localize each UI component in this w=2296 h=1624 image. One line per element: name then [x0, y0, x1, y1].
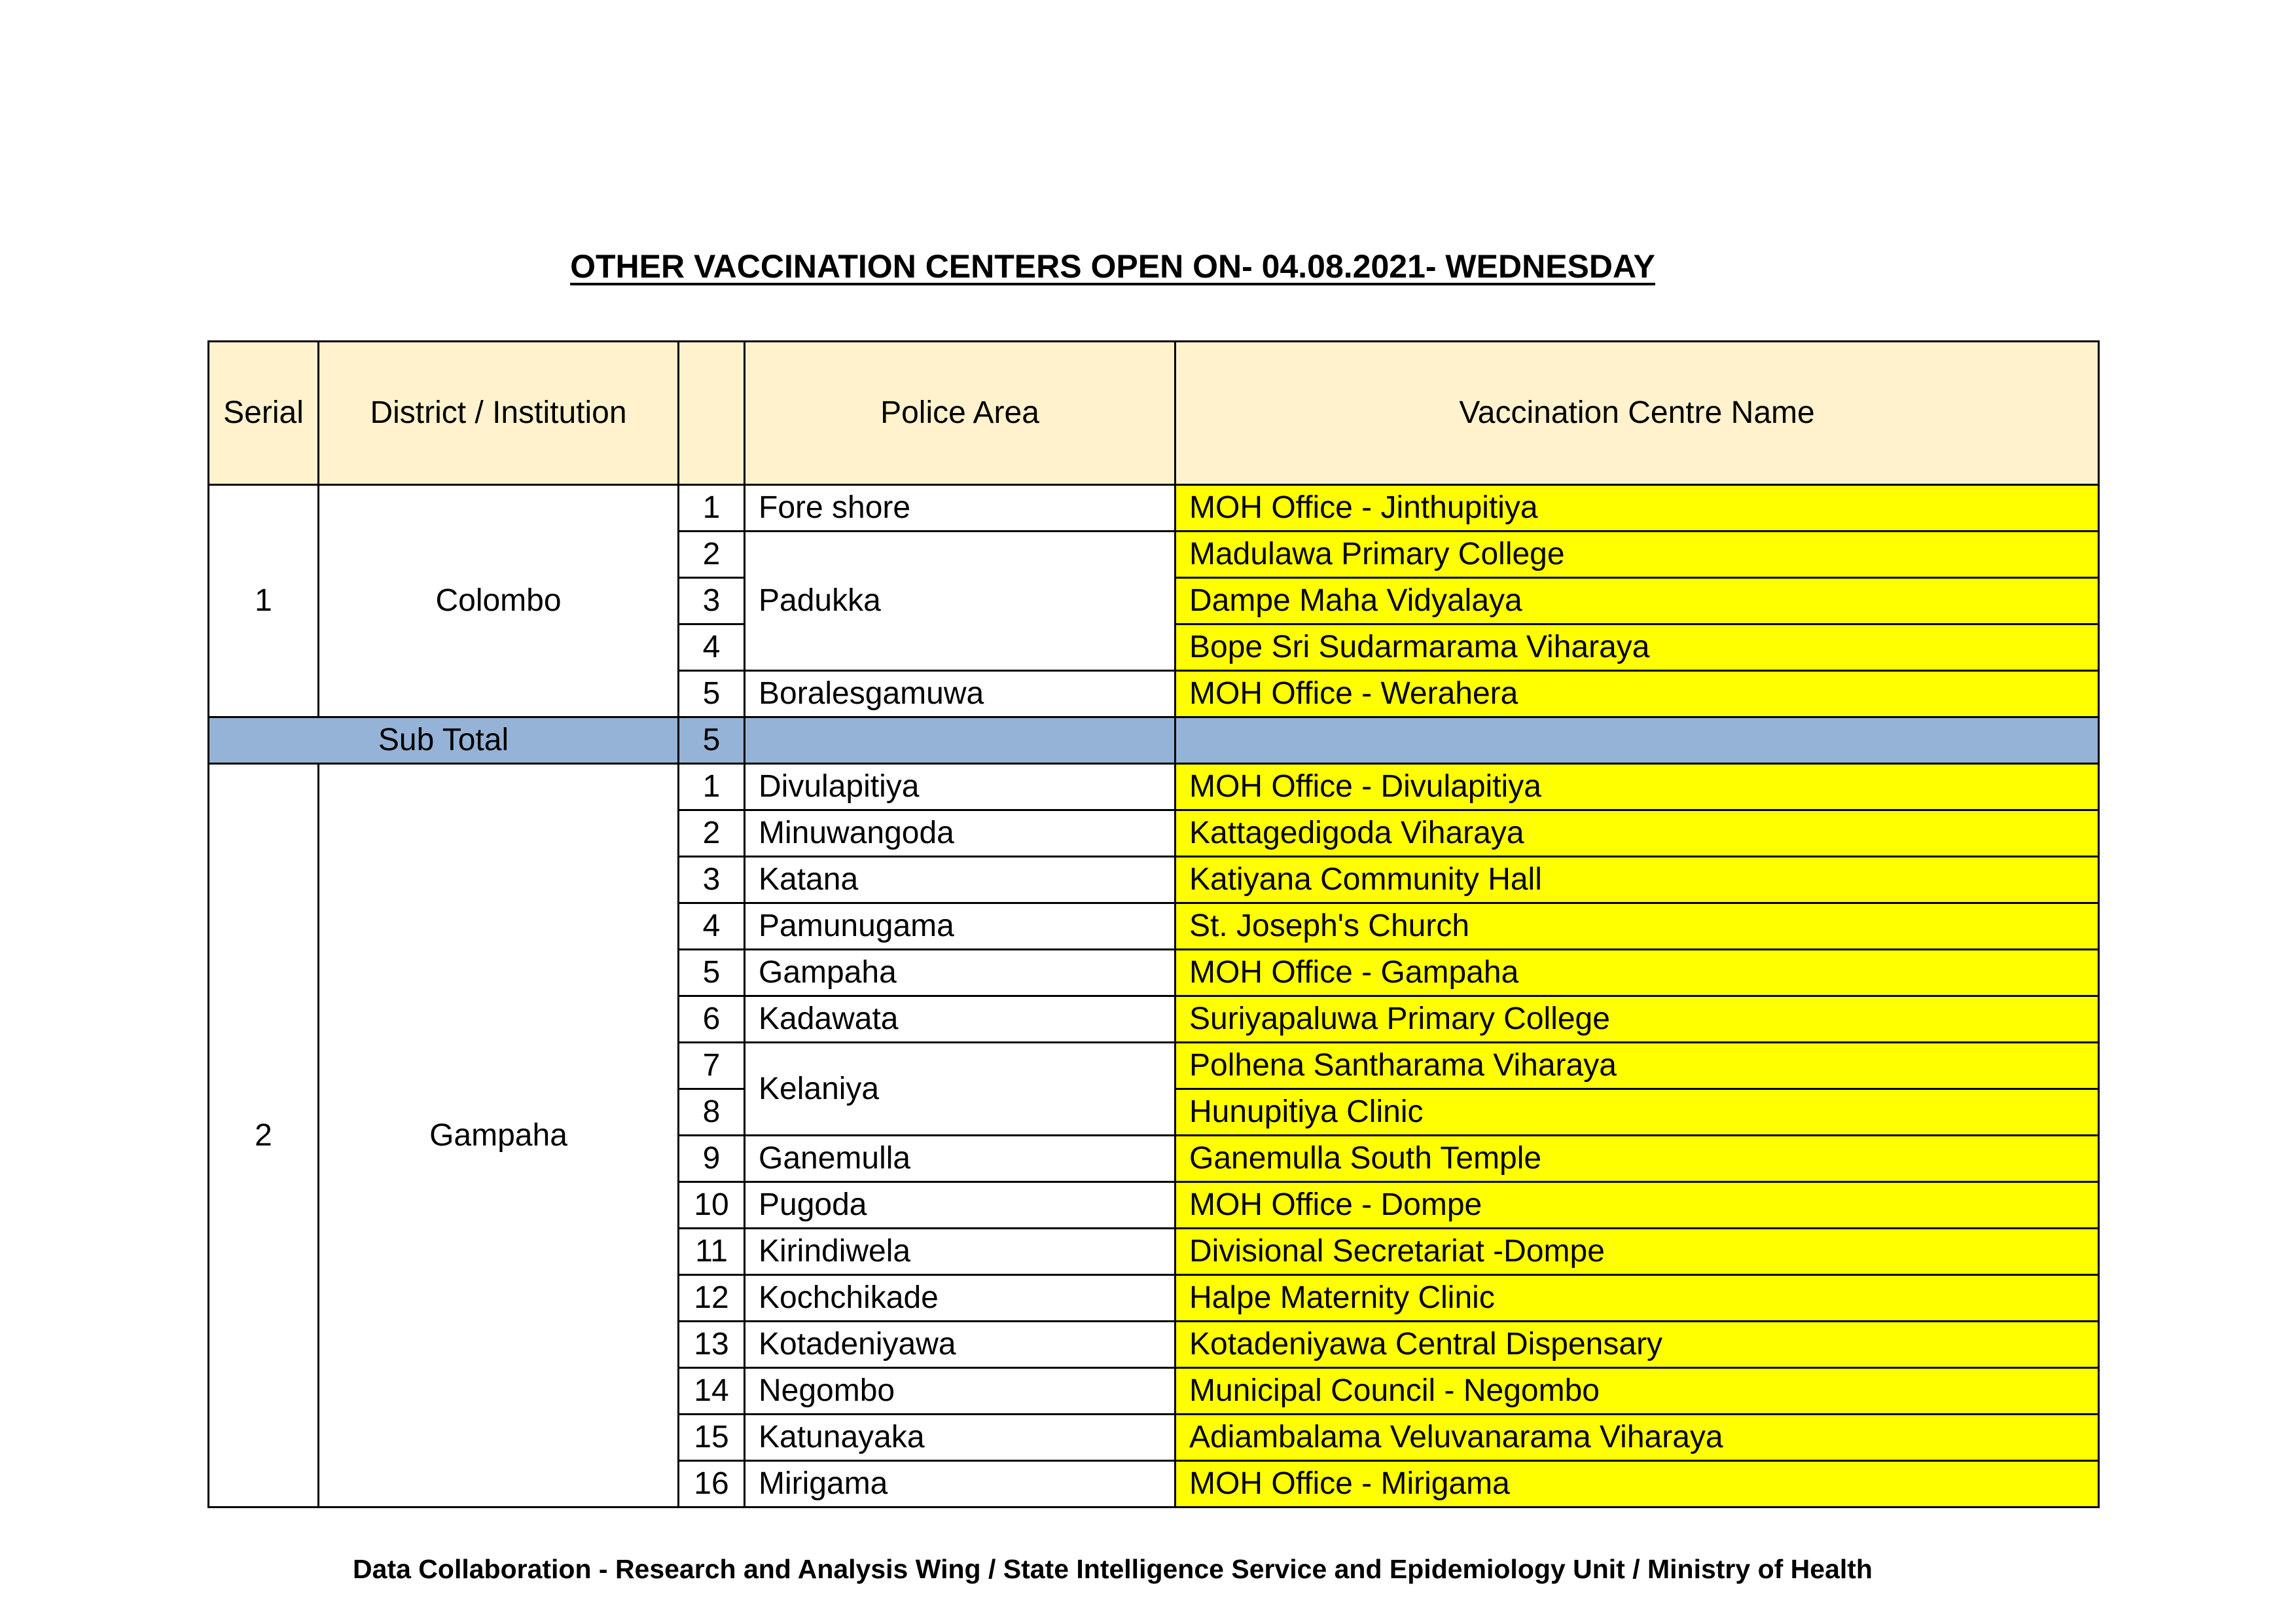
police-area-cell: Gampaha [745, 950, 1175, 996]
centre-name-cell: Adiambalama Veluvanarama Viharaya [1175, 1415, 2099, 1461]
header-centre-name: Vaccination Centre Name [1175, 342, 2099, 485]
centre-name-cell: MOH Office - Jinthupitiya [1175, 485, 2099, 532]
header-district: District / Institution [319, 342, 679, 485]
centre-name-cell: MOH Office - Mirigama [1175, 1461, 2099, 1507]
police-area-cell: Negombo [745, 1368, 1175, 1415]
centre-name-cell: Suriyapaluwa Primary College [1175, 996, 2099, 1043]
row-number: 4 [679, 624, 745, 671]
row-number: 3 [679, 578, 745, 624]
police-area-cell: Pugoda [745, 1182, 1175, 1229]
centre-name-cell: MOH Office - Divulapitiya [1175, 764, 2099, 810]
district-cell: Colombo [319, 485, 679, 717]
centre-name-cell: MOH Office - Gampaha [1175, 950, 2099, 996]
page-title: OTHER VACCINATION CENTERS OPEN ON- 04.08.2021- WEDNESDAY [570, 248, 1655, 285]
row-number: 9 [679, 1136, 745, 1182]
centre-name-cell: Halpe Maternity Clinic [1175, 1275, 2099, 1322]
row-number: 15 [679, 1415, 745, 1461]
row-number: 5 [679, 671, 745, 717]
centre-name-cell: Divisional Secretariat -Dompe [1175, 1229, 2099, 1275]
police-area-cell: Minuwangoda [745, 810, 1175, 857]
centre-name-cell: Madulawa Primary College [1175, 532, 2099, 578]
centre-name-cell: Ganemulla South Temple [1175, 1136, 2099, 1182]
police-area-cell: Pamunugama [745, 903, 1175, 950]
centre-name-cell: Bope Sri Sudarmarama Viharaya [1175, 624, 2099, 671]
centre-name-cell: Kotadeniyawa Central Dispensary [1175, 1322, 2099, 1368]
row-number: 6 [679, 996, 745, 1043]
centre-name-cell: Hunupitiya Clinic [1175, 1089, 2099, 1136]
police-area-cell: Katunayaka [745, 1415, 1175, 1461]
row-number: 16 [679, 1461, 745, 1507]
row-number: 1 [679, 764, 745, 810]
police-area-cell: Kotadeniyawa [745, 1322, 1175, 1368]
row-number: 12 [679, 1275, 745, 1322]
district-cell: Gampaha [319, 764, 679, 1507]
centre-name-cell: St. Joseph's Church [1175, 903, 2099, 950]
police-area-cell: Kadawata [745, 996, 1175, 1043]
subtotal-empty-cell [745, 717, 1175, 764]
serial-cell: 2 [209, 764, 319, 1507]
vaccination-centers-table [207, 340, 2100, 1508]
row-number: 5 [679, 950, 745, 996]
row-number: 2 [679, 532, 745, 578]
row-number: 13 [679, 1322, 745, 1368]
police-area-cell: Fore shore [745, 485, 1175, 532]
footer-credit: Data Collaboration - Research and Analysis Wing / State Intelligence Service and Epidemiology Unit / Ministry of Health [353, 1554, 1873, 1584]
row-number: 8 [679, 1089, 745, 1136]
police-area-cell: Katana [745, 857, 1175, 903]
table-header-row [209, 342, 2099, 485]
row-number: 4 [679, 903, 745, 950]
header-serial: Serial [209, 342, 319, 485]
row-number: 14 [679, 1368, 745, 1415]
serial-cell: 1 [209, 485, 319, 717]
police-area-cell: Kochchikade [745, 1275, 1175, 1322]
row-number: 1 [679, 485, 745, 532]
table-row [209, 764, 2099, 810]
row-number: 3 [679, 857, 745, 903]
police-area-cell: Divulapitiya [745, 764, 1175, 810]
centre-name-cell: Dampe Maha Vidyalaya [1175, 578, 2099, 624]
header-number [679, 342, 745, 485]
row-number: 7 [679, 1043, 745, 1089]
centre-name-cell: Katiyana Community Hall [1175, 857, 2099, 903]
subtotal-label: Sub Total [209, 717, 679, 764]
police-area-cell: Boralesgamuwa [745, 671, 1175, 717]
police-area-cell: Kelaniya [745, 1043, 1175, 1136]
police-area-cell: Ganemulla [745, 1136, 1175, 1182]
police-area-cell: Padukka [745, 532, 1175, 671]
row-number: 11 [679, 1229, 745, 1275]
police-area-cell: Kirindiwela [745, 1229, 1175, 1275]
header-police-area: Police Area [745, 342, 1175, 485]
centre-name-cell: Polhena Santharama Viharaya [1175, 1043, 2099, 1089]
subtotal-value: 5 [679, 717, 745, 764]
centre-name-cell: Kattagedigoda Viharaya [1175, 810, 2099, 857]
table-row [209, 485, 2099, 532]
subtotal-empty-cell [1175, 717, 2099, 764]
centre-name-cell: MOH Office - Werahera [1175, 671, 2099, 717]
police-area-cell: Mirigama [745, 1461, 1175, 1507]
centre-name-cell: Municipal Council - Negombo [1175, 1368, 2099, 1415]
row-number: 2 [679, 810, 745, 857]
row-number: 10 [679, 1182, 745, 1229]
centre-name-cell: MOH Office - Dompe [1175, 1182, 2099, 1229]
subtotal-row [209, 717, 2099, 764]
